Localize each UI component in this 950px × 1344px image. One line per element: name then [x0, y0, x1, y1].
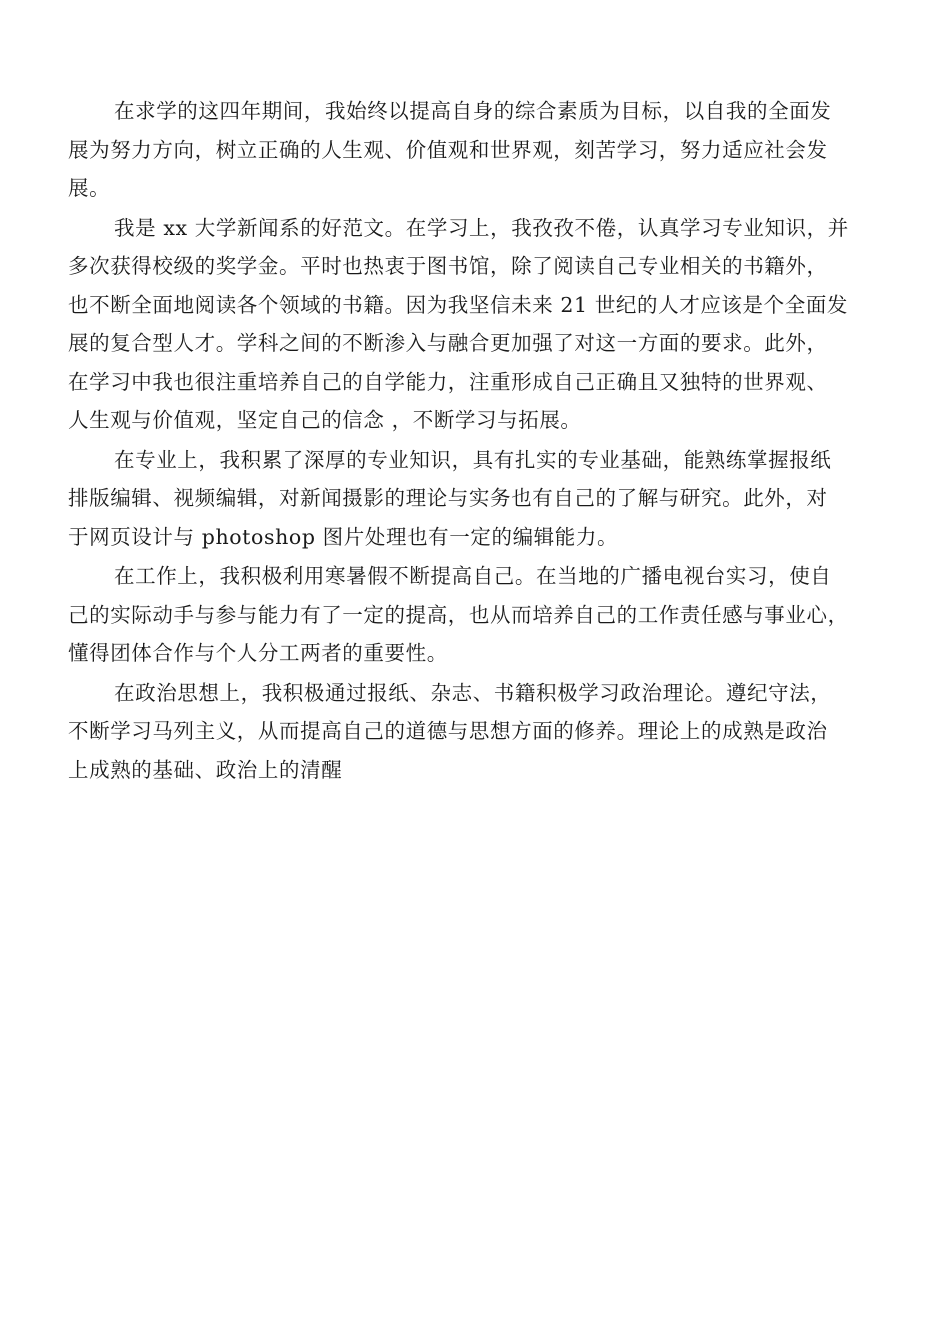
text-line: 我是 xx 大学新闻系的好范文。在学习上，我孜孜不倦，认真学习专业知识，并 — [114, 215, 849, 240]
text-line: 在学习中我也很注重培养自己的自学能力，注重形成自己正确且又独特的世界观、 — [68, 369, 828, 394]
text-line: 人生观与价值观，坚定自己的信念 ，不断学习与拓展。 — [68, 408, 582, 432]
text-line: 在专业上，我积累了深厚的专业知识，具有扎实的专业基础，能熟练掌握报纸 — [114, 447, 832, 472]
text-line: 己的实际动手与参与能力有了一定的提高，也从而培养自己的工作责任感与事业心， — [68, 602, 849, 627]
paragraph-profession — [68, 441, 884, 557]
text-line: 上成熟的基础、政治上的清醒 — [68, 757, 343, 782]
text-line: 在求学的这四年期间，我始终以提高自身的综合素质为目标，以自我的全面发 — [114, 99, 832, 123]
text-line: 于网页设计与 photoshop 图片处理也有一定的编辑能力。 — [68, 524, 619, 549]
text-line: 展。 — [68, 176, 111, 200]
paragraph-study-goals — [68, 92, 884, 208]
text-line: 多次获得校级的奖学金。平时也热衷于图书馆，除了阅读自己专业相关的书籍外， — [68, 254, 828, 278]
text-line: 不断学习马列主义，从而提高自己的道德与思想方面的修养。理论上的成熟是政治 — [68, 719, 828, 743]
text-line: 在政治思想上，我积极通过报纸、杂志、书籍积极学习政治理论。遵纪守法， — [114, 680, 832, 705]
text-line: 也不断全面地阅读各个领域的书籍。因为我坚信未来 21 世纪的人才应该是个全面发 — [68, 292, 849, 317]
paragraph-work — [68, 557, 884, 673]
text-line: 在工作上，我积极利用寒暑假不断提高自己。在当地的广播电视台实习，使自 — [114, 564, 832, 588]
text-line: 展的复合型人才。学科之间的不断渗入与融合更加强了对这一方面的要求。此外， — [68, 331, 828, 355]
text-line: 懂得团体合作与个人分工两者的重要性。 — [68, 641, 448, 665]
paragraph-study — [68, 209, 884, 440]
document-body — [68, 92, 884, 790]
paragraph-politics — [68, 674, 884, 790]
text-line: 展为努力方向，树立正确的人生观、价值观和世界观，刻苦学习，努力适应社会发 — [68, 137, 828, 162]
text-line: 排版编辑、视频编辑，对新闻摄影的理论与实务也有自己的了解与研究。此外，对 — [68, 486, 828, 510]
